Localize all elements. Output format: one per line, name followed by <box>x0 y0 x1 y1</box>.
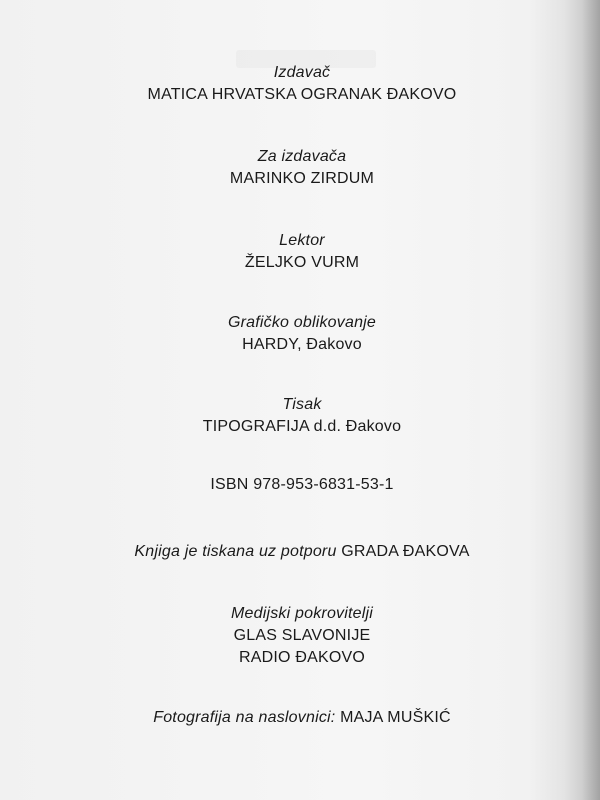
isbn-block <box>0 474 600 496</box>
cover-photo-block <box>0 707 600 729</box>
support-block <box>0 541 600 563</box>
design-label: Grafičko oblikovanje <box>227 314 377 331</box>
design-block <box>0 312 600 356</box>
print-block <box>0 394 600 438</box>
cover-photo-value: MAJA MUŠKIĆ <box>340 709 451 726</box>
cover-photo-line <box>0 707 600 729</box>
editor-block <box>0 230 600 274</box>
for-publisher-value: MARINKO ZIRDUM <box>229 170 375 187</box>
editor-value: ŽELJKO VURM <box>244 254 360 271</box>
design-value: HARDY, Đakovo <box>242 336 362 353</box>
print-value: TIPOGRAFIJA d.d. Đakovo <box>202 418 402 435</box>
print-label: Tisak <box>282 396 322 413</box>
publisher-label: Izdavač <box>273 64 331 81</box>
isbn-value: ISBN 978-953-6831-53-1 <box>210 476 394 493</box>
publisher-block <box>0 62 600 106</box>
support-line <box>0 541 600 563</box>
media-block <box>0 603 600 669</box>
for-publisher-block <box>0 146 600 190</box>
support-value: GRADA ĐAKOVA <box>341 543 470 560</box>
media-value-1: GLAS SLAVONIJE <box>233 627 371 644</box>
publisher-value: MATICA HRVATSKA OGRANAK ĐAKOVO <box>147 86 457 103</box>
for-publisher-label: Za izdavača <box>257 148 347 165</box>
support-text: Knjiga je tiskana uz potporu <box>134 543 342 560</box>
editor-label: Lektor <box>279 232 325 249</box>
media-label: Medijski pokrovitelji <box>230 605 374 622</box>
media-value-2: RADIO ĐAKOVO <box>239 649 365 666</box>
cover-photo-label: Fotografija na naslovnici: <box>153 709 341 726</box>
